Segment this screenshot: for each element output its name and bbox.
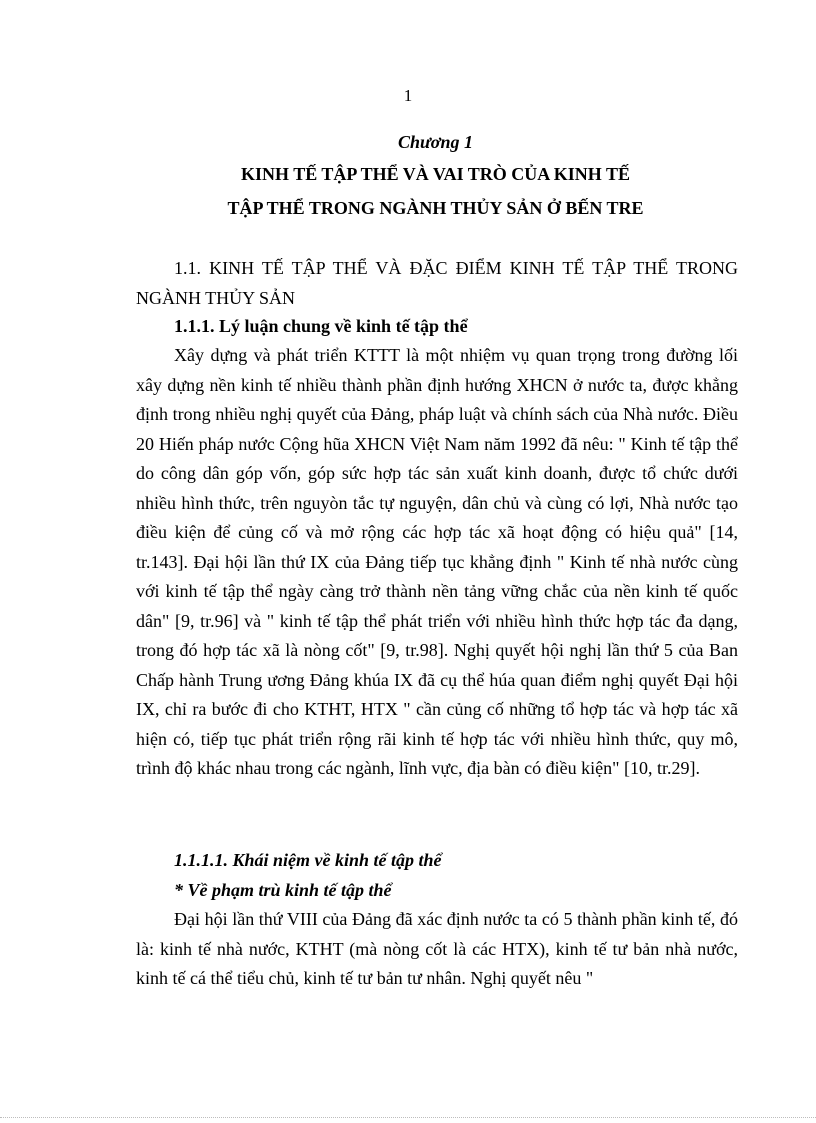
- subsection-heading: [136, 312, 738, 342]
- chapter-label: Chương 1: [398, 132, 473, 152]
- subsection-heading-text: 1.1.1. Lý luận chung về kinh tế tập thể: [174, 316, 468, 336]
- chapter-title-line-2: TẬP THỂ TRONG NGÀNH THỦY SẢN Ở BẾN TRE: [227, 198, 644, 218]
- paragraph-1-text: Xây dựng và phát triển KTTT là một nhiệm vụ quan trọng trong đường lối xây dựng nền kinh tế nhiều thành phần định hướng XHCN ở nước ta, được khẳng định trong nhiều nghị quyết của Đảng, pháp luật và chính sách của Nhà nước. Điều 20 Hiến pháp nước Cộng hũa XHCN Việt Nam năm 1992 đã nêu: " Kinh tế tập thể do công dân góp vốn, góp sức hợp tác sản xuất kinh doanh, được tổ chức dưới nhiều hình thức, trên nguyòn tắc tự nguyện, dân chủ và cùng có lợi, Nhà nước tạo điều kiện để củng cố và mở rộng các hợp tác xã hoạt động có hiệu quả" [14, tr.143]. Đại hội lần thứ IX của Đảng tiếp tục khẳng định " Kinh tế nhà nước cùng với kinh tế tập thể ngày càng trở thành nền tảng vững chắc của nền kinh tế quốc dân" [9, tr.96] và " kinh tế tập thể phát triển với nhiều hình thức hợp tác đa dạng, trong đó hợp tác xã là nòng cốt" [9, tr.98]. Nghị quyết hội nghị lần thứ 5 của Ban Chấp hành Trung ương Đảng khúa IX đã cụ thể húa quan điểm nghị quyết Đại hội IX, chỉ ra bước đi cho KTHT, HTX " cần củng cố những tổ hợp tác và hợp tác xã hiện có, tiếp tục phát triển rộng rãi kinh tế hợp tác với nhiều hình thức, quy mô, trình độ khác nhau trong các ngành, lĩnh vực, địa bàn có điều kiện" [10, tr.29].: [136, 345, 738, 778]
- page-bottom-divider: [0, 1117, 816, 1118]
- category-heading: [136, 876, 738, 906]
- section-heading-text: 1.1. KINH TẾ TẬP THỂ VÀ ĐẶC ĐIỂM KINH TẾ TẬP THỂ TRONG NGÀNH THỦY SẢN: [136, 258, 738, 308]
- page-number: 1: [403, 86, 413, 105]
- body-paragraph-1: [136, 341, 738, 784]
- section-heading: [136, 254, 738, 313]
- paragraph-2-text: Đại hội lần thứ VIII của Đảng đã xác định nước ta có 5 thành phần kinh tế, đó là: kinh tế nhà nước, KTHT (mà nòng cốt là các HTX), kinh tế tư bản nhà nước, kinh tế cá thể tiểu chủ, kinh tế tư bản tư nhân. Nghị quyết nêu ": [136, 909, 738, 988]
- body-paragraph-2: [136, 905, 738, 994]
- subsubsection-heading: [136, 846, 738, 876]
- category-heading-text: * Về phạm trù kinh tế tập thể: [174, 880, 392, 900]
- subsubsection-heading-text: 1.1.1.1. Khái niệm về kinh tế tập thể: [174, 850, 442, 870]
- chapter-title-line-1: KINH TẾ TẬP THỂ VÀ VAI TRÒ CỦA KINH TẾ: [241, 164, 630, 184]
